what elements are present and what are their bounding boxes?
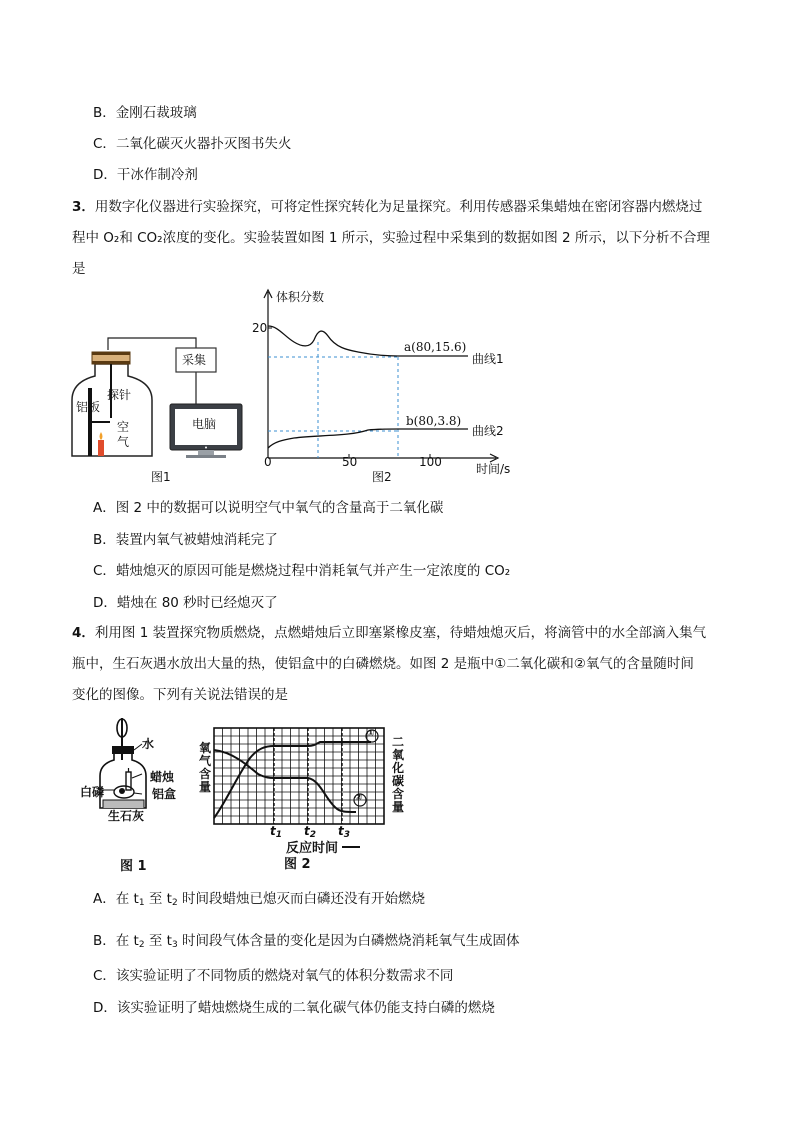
q3-fig2-xlabel: 时间/s [476, 462, 511, 476]
q4-stem-line3: 变化的图像。下列有关说法错误的是 [72, 687, 288, 703]
q3-fig2-chart [248, 284, 518, 488]
q3-stem-line1: 3．用数字化仪器进行实验探究，可将定性探究转化为足量探究。利用传感器采集蜡烛在密闭容器内燃烧过 [72, 199, 703, 215]
computer-label: 电脑 [192, 417, 217, 431]
q3-stem-line2: 程中 O₂和 CO₂浓度的变化。实验装置如图 1 所示，实验过程中采集到的数据如图 2 所示，以下分析不合理 [72, 230, 710, 246]
q2-option-b: B．金刚石裁玻璃 [93, 105, 197, 121]
q4-fig2-right-axis: 二氧化碳含量 [392, 735, 405, 814]
q4-option-a: A．在 $t_1$ 至 $t_2$ 时间段蜡烛已熄灭而白磷还没有开始燃烧 [93, 891, 425, 908]
q3-fig2-caption: 图2 [372, 470, 392, 484]
plate-label: 铝板 [76, 400, 101, 414]
phosphorus-label: 白磷 [80, 785, 105, 799]
q4-t2-label: $t_2$ [304, 824, 317, 840]
quicklime-label: 生石灰 [108, 809, 145, 823]
probe-label: 探针 [107, 388, 132, 402]
q3-fig2-point-b: b(80,3.8) [406, 414, 462, 428]
q3-option-c: C．蜡烛熄灭的原因可能是燃烧过程中消耗氧气并产生一定浓度的 CO₂ [93, 563, 511, 579]
q3-fig2-xtick-0: 0 [264, 455, 272, 469]
q4-t1-label: $t_1$ [270, 824, 283, 840]
q4-stem-line2: 瓶中，生石灰遇水放出大量的热，使铝盒中的白磷燃烧。如图 2 是瓶中①二氧化碳和②氧气的含量随时间 [72, 656, 694, 672]
q3-option-a: A．图 2 中的数据可以说明空气中氧气的含量高于二氧化碳 [93, 500, 444, 516]
q4-option-d: D．该实验证明了蜡烛燃烧生成的二氧化碳气体仍能支持白磷的燃烧 [93, 1000, 495, 1016]
q3-fig2-ytick: 20 [252, 321, 268, 335]
q4-fig2-caption: 图 2 [284, 857, 311, 872]
water-label: 水 [142, 737, 155, 751]
q3-option-d: D．蜡烛在 80 秒时已经熄灭了 [93, 595, 278, 611]
q3-fig2-xtick-50: 50 [342, 455, 358, 469]
candle-label: 蜡烛 [150, 770, 175, 784]
air-label: 空气 [117, 420, 130, 449]
q4-fig1-caption: 图 1 [120, 859, 147, 874]
q3-fig1-caption: 图1 [151, 470, 171, 484]
al-box-label: 铝盒 [152, 787, 177, 801]
q4-curve-label-2: ② [355, 793, 363, 803]
q3-option-b: B．装置内氧气被蜡烛消耗完了 [93, 532, 278, 548]
q3-fig2-ylabel: 体积分数 [276, 290, 325, 304]
q2-option-c: C．二氧化碳灭火器扑灭图书失火 [93, 136, 292, 152]
q3-fig2-curve2: 曲线2 [472, 424, 504, 438]
q3-fig2-curve1: 曲线1 [472, 352, 504, 366]
q4-option-c: C．该实验证明了不同物质的燃烧对氧气的体积分数需求不同 [93, 968, 454, 984]
q2-option-d: D．干冰作制冷剂 [93, 167, 198, 183]
q4-fig2-left-axis: 氧气含量 [199, 741, 212, 794]
q3-fig2-point-a: a(80,15.6) [404, 340, 467, 354]
q4-option-b: B．在 $t_2$ 至 $t_3$ 时间段气体含量的变化是因为白磷燃烧消耗氧气生成固体 [93, 933, 520, 950]
q4-fig2-xlabel: 反应时间 [286, 837, 360, 856]
q4-curve-label-1: ① [367, 729, 375, 739]
q4-stem-line1: 4．利用图 1 装置探究物质燃烧，点燃蜡烛后立即塞紧橡皮塞，待蜡烛熄灭后，将滴管中的水全部滴入集气 [72, 625, 707, 641]
q3-fig2-xtick-100: 100 [419, 455, 442, 469]
collect-label: 采集 [182, 353, 207, 367]
q3-stem-line3: 是 [72, 261, 86, 277]
q4-t3-label: $t_3$ [338, 824, 351, 840]
